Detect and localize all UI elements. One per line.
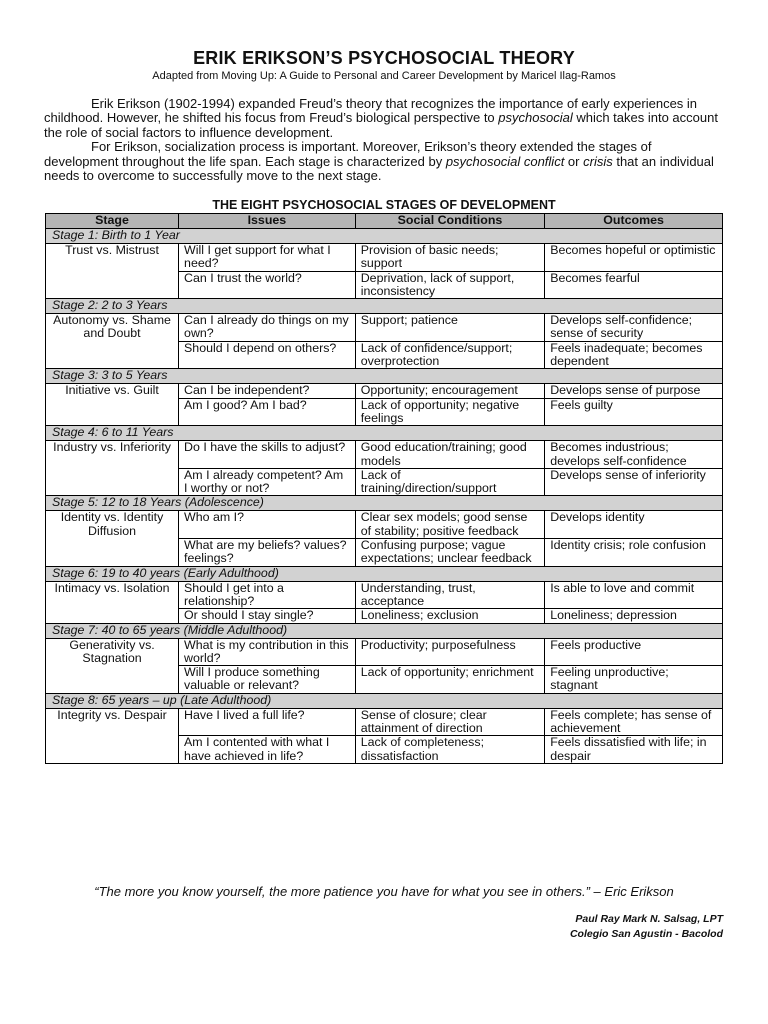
header-outcomes: Outcomes xyxy=(545,214,723,229)
condition-cell: Opportunity; encouragement xyxy=(355,384,544,398)
stage-label-row xyxy=(46,369,723,384)
condition-cell: Support; patience xyxy=(355,314,544,342)
stage-label: Stage 1: Birth to 1 Year xyxy=(46,229,723,244)
outcome-cell: Feels guilty xyxy=(545,398,723,426)
condition-cell: Lack of training/direction/support xyxy=(355,468,544,496)
stage-label: Stage 4: 6 to 11 Years xyxy=(46,426,723,441)
issue-cell: Or should I stay single? xyxy=(179,609,356,623)
outcome-cell: Develops sense of inferiority xyxy=(545,468,723,496)
condition-cell: Productivity; purposefulness xyxy=(355,638,544,666)
issue-cell: Am I already competent? Am I worthy or not? xyxy=(179,468,356,496)
intro-p2-text-a: For Erikson, socialization process is important. Moreover, Erikson’s theory extended the stages of development throughout the life span. Each stage is characterized by xyxy=(44,139,652,169)
outcome-cell: Becomes fearful xyxy=(545,271,723,299)
stage-name: Industry vs. Inferiority xyxy=(46,441,179,496)
issue-cell: Should I get into a relationship? xyxy=(179,581,356,609)
condition-cell: Provision of basic needs; support xyxy=(355,244,544,272)
condition-cell: Sense of closure; clear attainment of direction xyxy=(355,708,544,736)
condition-cell: Good education/training; good models xyxy=(355,441,544,469)
intro-p2-emphasis-2: crisis xyxy=(583,153,613,169)
intro-p2-text-b: that an individual needs to overcome to successfully move to the next stage. xyxy=(44,153,714,184)
stages-table xyxy=(45,213,723,764)
outcome-cell: Develops self-confidence; sense of security xyxy=(545,314,723,342)
outcome-cell: Loneliness; depression xyxy=(545,609,723,623)
outcome-cell: Becomes industrious; develops self-confidence xyxy=(545,441,723,469)
condition-cell: Clear sex models; good sense of stability; positive feedback xyxy=(355,511,544,539)
stage-name: Integrity vs. Despair xyxy=(46,708,179,763)
issue-cell: Do I have the skills to adjust? xyxy=(179,441,356,469)
outcome-cell: Feels productive xyxy=(545,638,723,666)
stage-label: Stage 8: 65 years – up (Late Adulthood) xyxy=(46,693,723,708)
issue-cell: Should I depend on others? xyxy=(179,341,356,369)
closing-quote: “The more you know yourself, the more patience you have for what you see in others.” – Eric Erikson xyxy=(94,884,674,899)
stage-label-row xyxy=(46,693,723,708)
outcome-cell: Is able to love and commit xyxy=(545,581,723,609)
table-row xyxy=(46,314,723,342)
outcome-cell: Feels inadequate; becomes dependent xyxy=(545,341,723,369)
condition-cell: Confusing purpose; vague expectations; unclear feedback xyxy=(355,539,544,567)
document-title: ERIK ERIKSON’S PSYCHOSOCIAL THEORY xyxy=(193,48,575,68)
stage-name: Trust vs. Mistrust xyxy=(46,244,179,299)
stage-label-row xyxy=(46,496,723,511)
issue-cell: Can I be independent? xyxy=(179,384,356,398)
intro-p2-emphasis-1: psychosocial conflict xyxy=(445,153,565,169)
condition-cell: Lack of opportunity; enrichment xyxy=(355,666,544,694)
outcome-cell: Develops identity xyxy=(545,511,723,539)
header-issues: Issues xyxy=(179,214,356,229)
table-row xyxy=(46,441,723,469)
issue-cell: What are my beliefs? values? feelings? xyxy=(179,539,356,567)
intro-p1-text-b: which takes into account the role of social factors to influence development. xyxy=(44,110,718,140)
condition-cell: Understanding, trust, acceptance xyxy=(355,581,544,609)
stage-label-row xyxy=(46,566,723,581)
intro-p1-emphasis: psychosocial xyxy=(498,110,573,126)
outcome-cell: Feeling unproductive; stagnant xyxy=(545,666,723,694)
header-social-conditions: Social Conditions xyxy=(355,214,544,229)
issue-cell: Will I produce something valuable or relevant? xyxy=(179,666,356,694)
outcome-cell: Develops sense of purpose xyxy=(545,384,723,398)
condition-cell: Loneliness; exclusion xyxy=(355,609,544,623)
stage-label: Stage 3: 3 to 5 Years xyxy=(46,369,723,384)
intro-paragraph-1 xyxy=(44,97,724,140)
outcome-cell: Feels dissatisfied with life; in despair xyxy=(545,736,723,764)
stage-label: Stage 6: 19 to 40 years (Early Adulthood) xyxy=(46,566,723,581)
intro-p2-text-mid: or xyxy=(564,153,584,169)
issue-cell: What is my contribution in this world? xyxy=(179,638,356,666)
issue-cell: Can I already do things on my own? xyxy=(179,314,356,342)
issue-cell: Am I good? Am I bad? xyxy=(179,398,356,426)
issue-cell: Can I trust the world? xyxy=(179,271,356,299)
author-credit: Paul Ray Mark N. Salsag, LPT xyxy=(575,913,723,925)
stage-name: Autonomy vs. Shame and Doubt xyxy=(46,314,179,369)
table-row xyxy=(46,581,723,609)
table-row xyxy=(46,511,723,539)
outcome-cell: Feels complete; has sense of achievement xyxy=(545,708,723,736)
stage-name: Identity vs. Identity Diffusion xyxy=(46,511,179,566)
intro-text xyxy=(44,97,724,183)
stage-label-row xyxy=(46,299,723,314)
issue-cell: Have I lived a full life? xyxy=(179,708,356,736)
stage-label-row xyxy=(46,426,723,441)
stage-label-row xyxy=(46,623,723,638)
issue-cell: Am I contented with what I have achieved in life? xyxy=(179,736,356,764)
condition-cell: Lack of opportunity; negative feelings xyxy=(355,398,544,426)
issue-cell: Who am I? xyxy=(179,511,356,539)
stage-name: Generativity vs. Stagnation xyxy=(46,638,179,693)
table-row xyxy=(46,708,723,736)
issue-cell: Will I get support for what I need? xyxy=(179,244,356,272)
condition-cell: Lack of completeness; dissatisfaction xyxy=(355,736,544,764)
table-row xyxy=(46,244,723,272)
outcome-cell: Identity crisis; role confusion xyxy=(545,539,723,567)
outcome-cell: Becomes hopeful or optimistic xyxy=(545,244,723,272)
table-title: THE EIGHT PSYCHOSOCIAL STAGES OF DEVELOPMENT xyxy=(212,198,556,212)
stage-label-row xyxy=(46,229,723,244)
table-header-row xyxy=(46,214,723,229)
intro-paragraph-2 xyxy=(44,140,724,183)
school-credit: Colegio San Agustin - Bacolod xyxy=(569,928,723,940)
header-stage: Stage xyxy=(46,214,179,229)
stage-name: Intimacy vs. Isolation xyxy=(46,581,179,623)
table-row xyxy=(46,638,723,666)
intro-p1-text-a: Erik Erikson (1902-1994) expanded Freud’s theory that recognizes the importance of early experiences in childhood. However, he shifted his focus from Freud’s biological perspective to xyxy=(44,96,698,126)
table-row xyxy=(46,384,723,398)
document-subtitle: Adapted from Moving Up: A Guide to Personal and Career Development by Maricel Ilag-Ramos xyxy=(152,70,616,82)
stage-label: Stage 5: 12 to 18 Years (Adolescence) xyxy=(46,496,723,511)
condition-cell: Deprivation, lack of support, inconsistency xyxy=(355,271,544,299)
stage-label: Stage 2: 2 to 3 Years xyxy=(46,299,723,314)
stage-label: Stage 7: 40 to 65 years (Middle Adulthood) xyxy=(46,623,723,638)
stage-name: Initiative vs. Guilt xyxy=(46,384,179,426)
condition-cell: Lack of confidence/support; overprotection xyxy=(355,341,544,369)
